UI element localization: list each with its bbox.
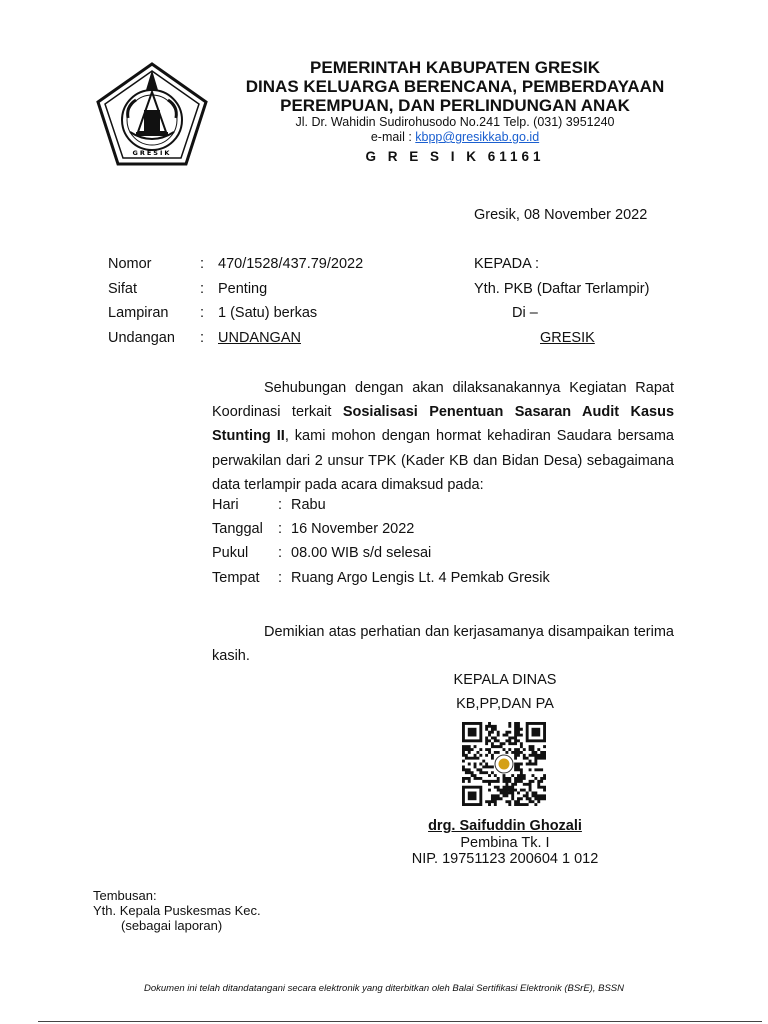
recipient-block (474, 256, 649, 354)
body-event-name: Sosialisasi Penentuan Sasaran Audit Kasus Stunting II (212, 404, 675, 445)
signer-nip: NIP. 19751123 200604 1 012 (411, 851, 599, 867)
meta-colon: : (200, 329, 205, 346)
meta-value: Penting (218, 280, 268, 297)
schedule-colon: : (278, 497, 283, 513)
meta-colon: : (200, 280, 205, 297)
schedule-colon: : (278, 521, 283, 538)
schedule-key: Pukul (212, 545, 249, 562)
footer-rule (38, 1021, 762, 1022)
cc-line2: (sebagai laporan) (121, 918, 223, 933)
recipient-place: GRESIK (540, 329, 595, 346)
schedule-key: Hari (212, 497, 239, 513)
body-text-1: Sehubungan dengan akan dilaksanakannya Kegiatan Rapat Koordinasi terkait (212, 380, 674, 421)
closing-text: Demikian atas perhatian dan kerjasamanya disampaikan terima kasih. (212, 624, 674, 665)
schedule-value: Rabu (291, 497, 326, 513)
meta-label: Lampiran (108, 305, 169, 321)
signer-block (380, 818, 630, 868)
closing-paragraph (212, 620, 674, 668)
letterhead-agency-line2: PEREMPUAN, DAN PERLINDUNGAN ANAK (280, 96, 630, 115)
qr-finder (463, 723, 480, 740)
signature-title-line1: KEPALA DINAS (453, 672, 557, 688)
qr-finder (463, 787, 480, 804)
qr-emblem-core (499, 759, 510, 770)
letterhead-agency-line1: DINAS KELUARGA BERENCANA, PEMBERDAYAAN (245, 77, 665, 96)
recipient-place-row (474, 330, 649, 355)
email-link[interactable]: kbpp@gresikkab.go.id (415, 130, 540, 144)
meta-value: 470/1528/437.79/2022 (218, 256, 364, 272)
meta-label: Sifat (108, 280, 138, 297)
schedule-colon: : (278, 545, 283, 562)
body-text-2: , kami mohon dengan hormat kehadiran Saudara bersama perwakilan dari 2 unsur TPK (Kader KB dan Bidan Desa) sebagaimana data terlampir pada acara dimaksud pada: (212, 428, 674, 493)
meta-value: UNDANGAN (218, 329, 301, 346)
meta-colon: : (200, 305, 205, 321)
cc-heading: Tembusan: (93, 888, 157, 903)
email-label: e-mail : (370, 130, 416, 144)
signer-name: drg. Saifuddin Ghozali (428, 818, 582, 834)
cc-line1: Yth. Kepala Puskesmas Kec. (93, 903, 261, 918)
qr-finder (527, 723, 544, 740)
e-signature-footer: Dokumen ini telah ditandatangani secara elektronik yang diterbitkan oleh Balai Sertifikasi Elektronik (BSrE), BSSN (144, 983, 624, 994)
meta-label: Undangan (108, 329, 175, 346)
e-signature-qr-code (462, 722, 546, 806)
signature-title (400, 668, 610, 716)
carbon-copy (93, 888, 261, 933)
letterhead-government: PEMERINTAH KABUPATEN GRESIK (310, 58, 600, 77)
letter-body (212, 376, 674, 497)
signature-title-line2: KB,PP,DAN PA (456, 696, 554, 712)
recipient-kepada: KEPADA : (474, 256, 540, 272)
letterhead-email-line (220, 130, 690, 145)
gresik-regency-logo (96, 62, 208, 166)
letterhead (220, 58, 690, 164)
meta-colon: : (200, 256, 205, 272)
letter-date: Gresik, 08 November 2022 (474, 207, 648, 223)
schedule-key: Tanggal (212, 521, 263, 538)
schedule-colon: : (278, 569, 283, 586)
body-paragraph (212, 376, 674, 497)
logo-text: GRESIK (132, 149, 172, 157)
letterhead-address: Jl. Dr. Wahidin Sudirohusodo No.241 Telp. (031) 3951240 (295, 115, 615, 129)
letterhead-city-code: G R E S I K 61161 (365, 149, 545, 164)
schedule-value: 08.00 WIB s/d selesai (291, 545, 432, 562)
signer-rank: Pembina Tk. I (460, 834, 550, 851)
schedule-key: Tempat (212, 569, 260, 586)
recipient-name: Yth. PKB (Daftar Terlampir) (474, 280, 650, 297)
recipient-di: Di – (512, 305, 538, 321)
meta-label: Nomor (108, 256, 152, 272)
meta-value: 1 (Satu) berkas (218, 305, 318, 321)
schedule-value: Ruang Argo Lengis Lt. 4 Pemkab Gresik (291, 569, 550, 586)
schedule-value: 16 November 2022 (291, 521, 415, 538)
